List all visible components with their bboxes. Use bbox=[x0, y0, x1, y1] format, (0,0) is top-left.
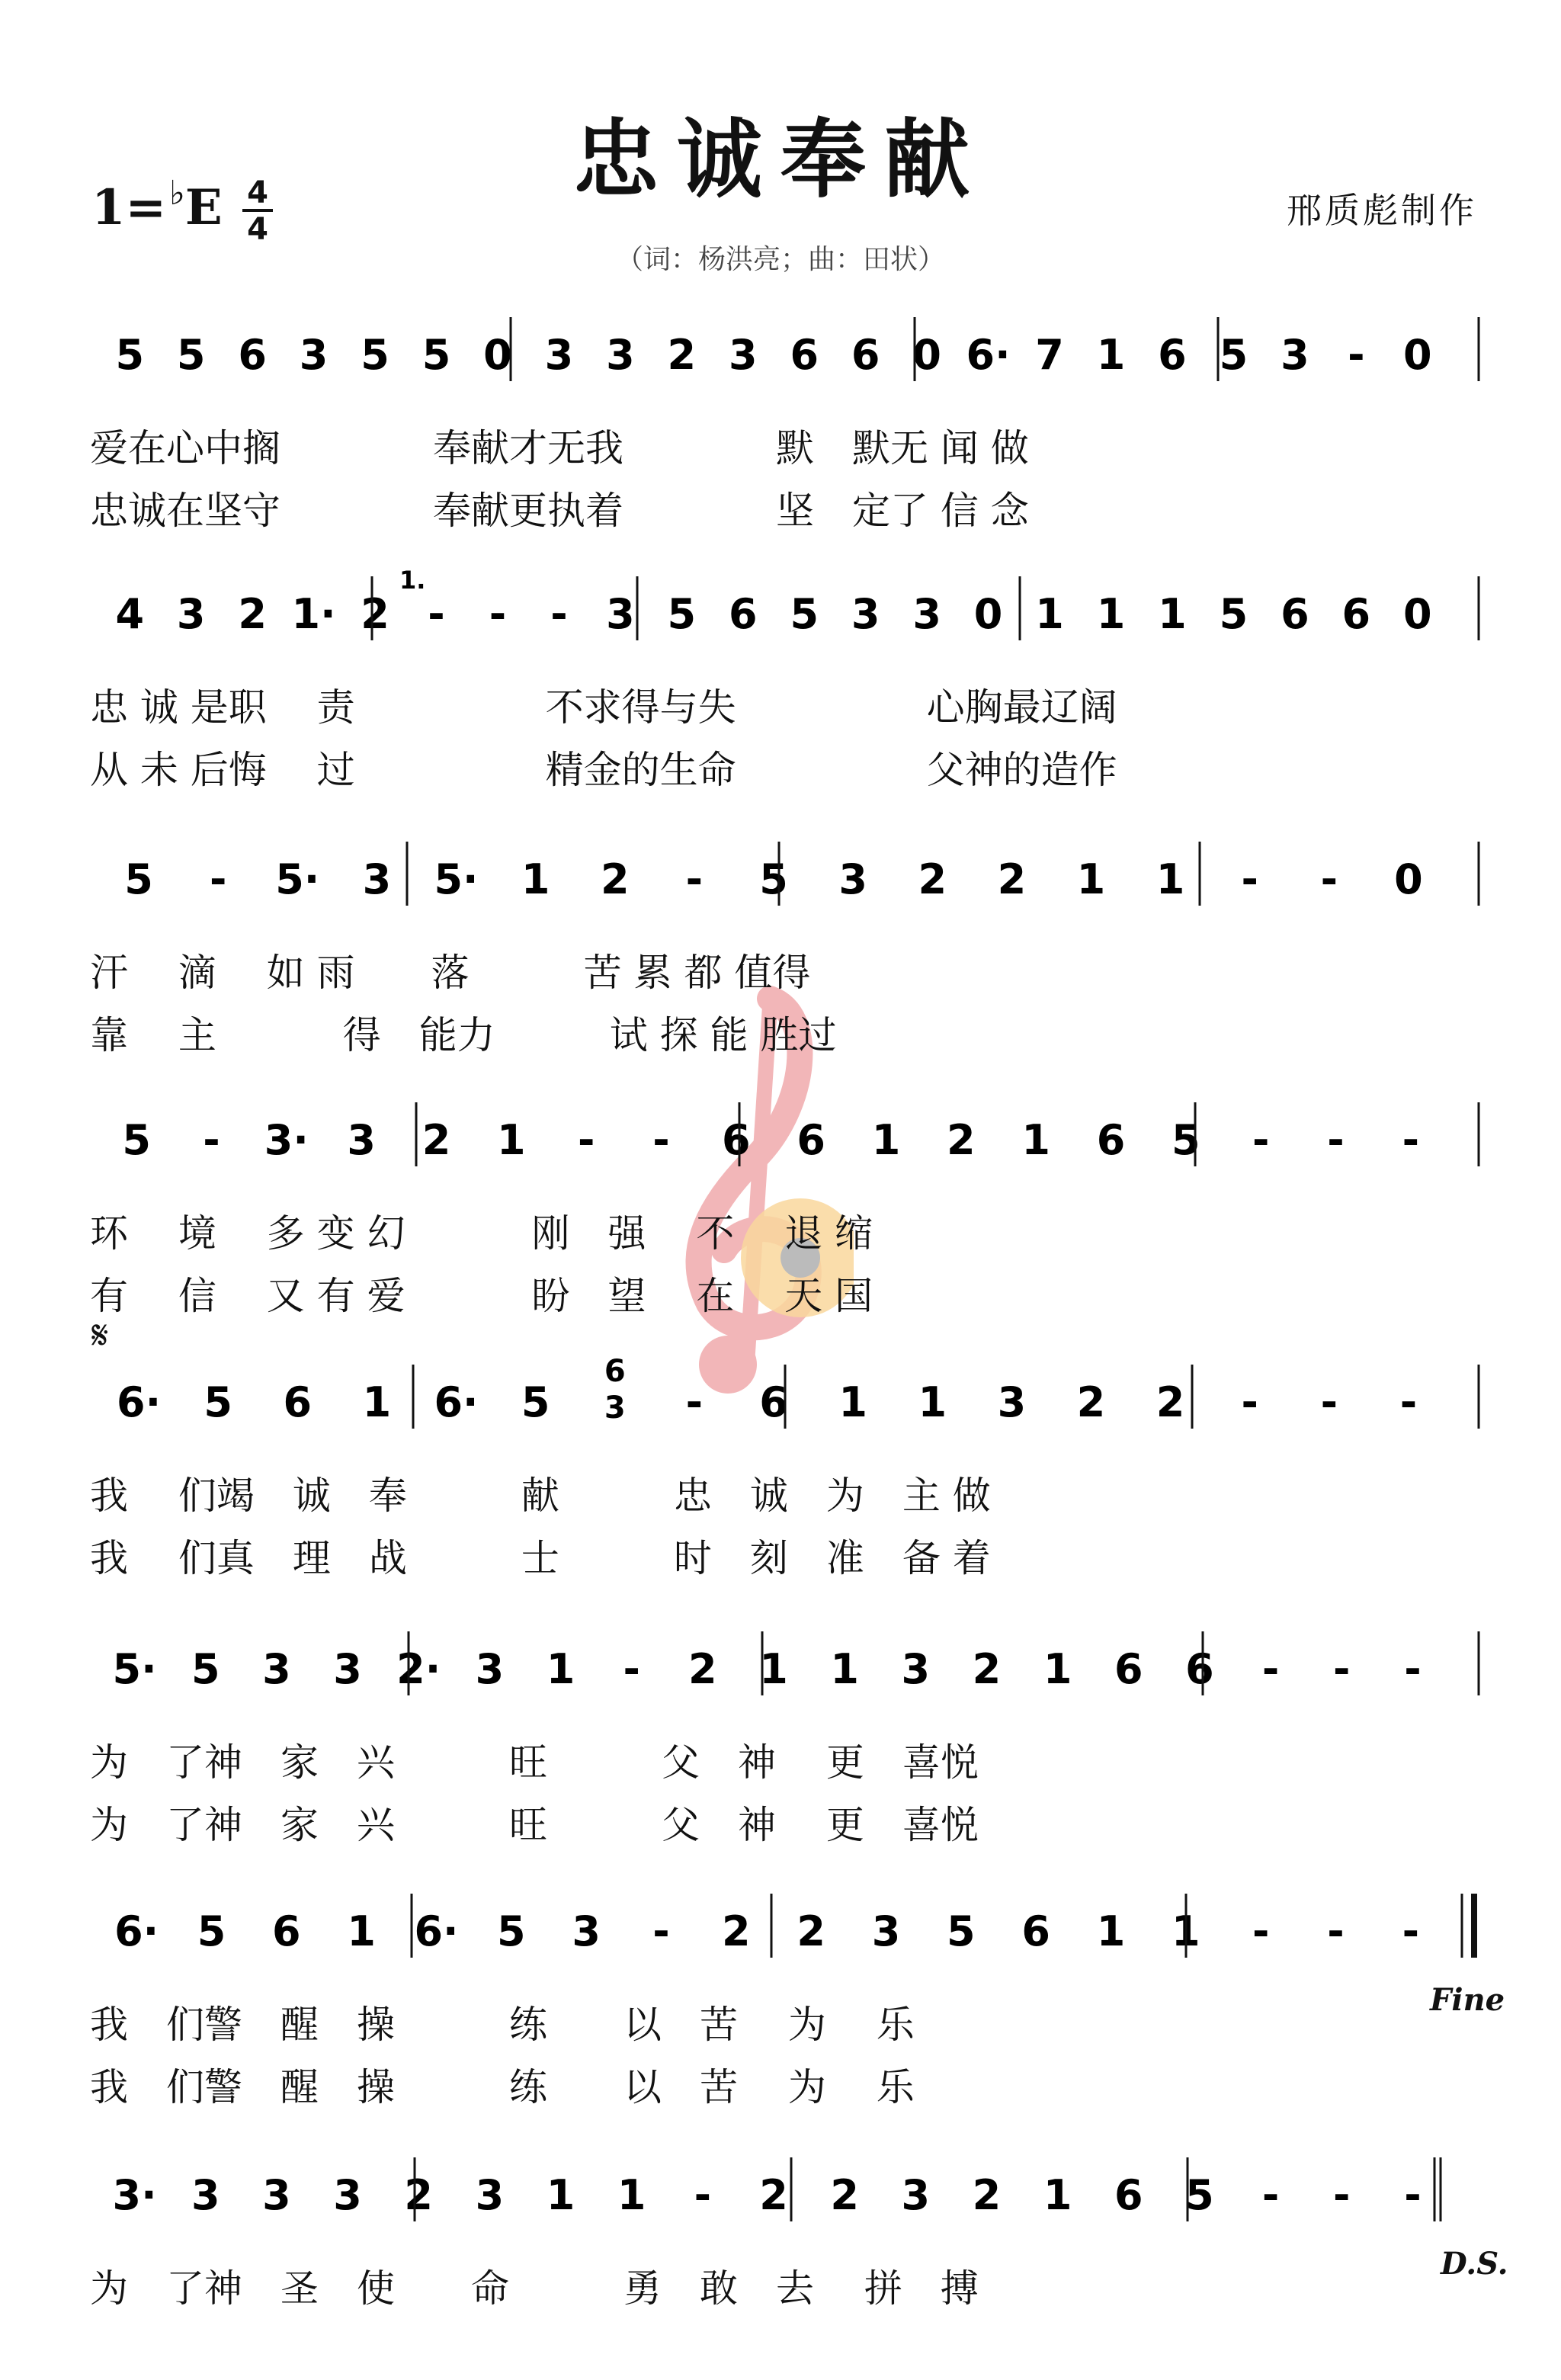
note: - bbox=[652, 1116, 670, 1164]
note: 1 bbox=[347, 1907, 376, 1955]
note: - bbox=[1261, 2171, 1280, 2219]
note: - bbox=[1320, 1378, 1338, 1426]
lyric-line: 为 了神 家 兴 旺 父 神 更 喜悦 bbox=[90, 1803, 979, 1847]
segno-sign: 𝄋 bbox=[91, 1313, 109, 1358]
note: 5· bbox=[275, 855, 320, 903]
note: - bbox=[1399, 1378, 1418, 1426]
note: 6 bbox=[1281, 590, 1309, 638]
lyric-line: 忠诚在坚守 奉献更执着 坚 定了 信 念 bbox=[90, 489, 1029, 533]
note: 6 bbox=[728, 590, 758, 638]
note: 1 bbox=[546, 1645, 575, 1693]
lyric-line: 爱在心中搁 奉献才无我 默 默无 闻 做 bbox=[90, 426, 1029, 470]
lyric-line: 环 境 多 变 幻 刚 强 不 退 缩 bbox=[90, 1211, 873, 1256]
note: 2 bbox=[1076, 1378, 1106, 1426]
note: 2 bbox=[238, 590, 267, 638]
note: 3 bbox=[333, 2171, 362, 2219]
note: - bbox=[1402, 1907, 1420, 1955]
note: - bbox=[1402, 1116, 1420, 1164]
note: 3 bbox=[299, 331, 329, 379]
note: - bbox=[1404, 1645, 1422, 1693]
note: - bbox=[1241, 855, 1258, 903]
note: 3 bbox=[604, 1390, 626, 1426]
ds-marker: D.S. bbox=[1441, 2246, 1508, 2282]
note: 5· bbox=[434, 855, 479, 903]
note: - bbox=[209, 855, 227, 903]
maker-credit: 邢质彪制作 bbox=[1287, 190, 1477, 231]
note: 2 bbox=[918, 855, 947, 903]
note: 5 bbox=[115, 331, 145, 379]
note: 3 bbox=[262, 2171, 291, 2219]
note: 2 bbox=[972, 2171, 1002, 2219]
note: 6 bbox=[1114, 1645, 1143, 1693]
note: 6 bbox=[238, 331, 267, 379]
note: 3 bbox=[901, 2171, 931, 2219]
note: 2 bbox=[361, 590, 389, 638]
note: 3 bbox=[347, 1116, 376, 1164]
note: 1 bbox=[1043, 1645, 1072, 1693]
note: 3 bbox=[871, 1907, 901, 1955]
note: 5 bbox=[422, 331, 451, 379]
note: 5 bbox=[790, 590, 819, 638]
note: 1 bbox=[1158, 590, 1187, 638]
note: 1 bbox=[759, 1645, 788, 1693]
note: 3 bbox=[262, 1645, 291, 1693]
lyric-line: 从 未 后悔 过 精金的生命 父神的造作 bbox=[90, 748, 1117, 792]
lyric-line: 我 们警 醒 操 练 以 苦 为 乐 bbox=[90, 2003, 915, 2047]
note: 1 bbox=[1156, 855, 1185, 903]
note: 3 bbox=[191, 2171, 220, 2219]
note: 1 bbox=[1096, 1907, 1126, 1955]
note: 5 bbox=[1172, 1116, 1200, 1164]
note: - bbox=[685, 855, 704, 903]
note: 6 bbox=[1158, 331, 1187, 379]
note: 5 bbox=[1185, 2171, 1214, 2219]
note: 1 bbox=[830, 1645, 859, 1693]
note: 3 bbox=[572, 1907, 601, 1955]
note: 5 bbox=[667, 590, 697, 638]
note: 6 bbox=[283, 1378, 313, 1426]
note: 3 bbox=[544, 331, 574, 379]
note: 1 bbox=[1043, 2171, 1072, 2219]
note: 0 bbox=[1394, 855, 1423, 903]
note: - bbox=[489, 590, 507, 638]
note: 1 bbox=[1035, 590, 1064, 638]
note: 2 bbox=[1156, 1378, 1185, 1426]
note: - bbox=[1252, 1116, 1270, 1164]
lyric-line: 我 们竭 诚 奉 献 忠 诚 为 主 做 bbox=[90, 1474, 991, 1518]
note: 3 bbox=[333, 1645, 362, 1693]
volta-mark: 1. bbox=[399, 566, 426, 595]
note: - bbox=[550, 590, 568, 638]
lyricist-composer-credits: （词：杨洪亮；曲：田状） bbox=[615, 244, 945, 275]
note: 6 bbox=[1114, 2171, 1143, 2219]
note: 2 bbox=[997, 855, 1027, 903]
note: - bbox=[577, 1116, 595, 1164]
note: 0 bbox=[912, 331, 941, 379]
note: 2 bbox=[722, 1907, 751, 1955]
note: 2 bbox=[404, 2171, 433, 2219]
note: 1 bbox=[838, 1378, 867, 1426]
lyric-line: 我 们警 醒 操 练 以 苦 为 乐 bbox=[90, 2065, 915, 2109]
note: 6 bbox=[790, 331, 819, 379]
note: 2· bbox=[396, 1645, 441, 1693]
note: 1 bbox=[1172, 1907, 1200, 1955]
note: 2 bbox=[797, 1907, 825, 1955]
note: 0 bbox=[973, 590, 1003, 638]
page-title: 忠诚奉献 bbox=[573, 110, 988, 210]
note: 1 bbox=[497, 1116, 526, 1164]
note: - bbox=[1241, 1378, 1258, 1426]
note: - bbox=[1252, 1907, 1270, 1955]
note: 6· bbox=[434, 1378, 479, 1426]
note: 3 bbox=[1281, 331, 1309, 379]
note: 2 bbox=[688, 1645, 717, 1693]
note: 3 bbox=[728, 331, 758, 379]
note: 1 bbox=[617, 2171, 646, 2219]
note: 2 bbox=[759, 2171, 788, 2219]
note: 3 bbox=[997, 1378, 1027, 1426]
fine-marker: Fine bbox=[1430, 1982, 1505, 2018]
note: 3· bbox=[264, 1116, 309, 1164]
note: 1 bbox=[871, 1116, 901, 1164]
note: - bbox=[1320, 855, 1338, 903]
note: 1· bbox=[291, 590, 336, 638]
note: 5· bbox=[112, 1645, 157, 1693]
note: 1 bbox=[362, 1378, 392, 1426]
note: 3 bbox=[912, 590, 941, 638]
note: 6· bbox=[114, 1907, 159, 1955]
note: 2 bbox=[972, 1645, 1002, 1693]
note: 3 bbox=[838, 855, 867, 903]
note: - bbox=[1333, 1645, 1351, 1693]
note: 1 bbox=[521, 855, 550, 903]
note: - bbox=[203, 1116, 220, 1164]
note: 3· bbox=[112, 2171, 157, 2219]
note: 2 bbox=[947, 1116, 976, 1164]
note: 5 bbox=[1219, 331, 1248, 379]
lyric-line: 汗 滴 如 雨 落 苦 累 都 值得 bbox=[90, 951, 811, 995]
lyric-line: 为 了神 圣 使 命 勇 敢 去 拼 搏 bbox=[90, 2266, 979, 2311]
key-signature: 1=♭E bbox=[91, 174, 223, 236]
note: - bbox=[1327, 1907, 1345, 1955]
note: 3 bbox=[362, 855, 392, 903]
note: 5 bbox=[497, 1907, 526, 1955]
note: 5 bbox=[1219, 590, 1248, 638]
note: 6· bbox=[117, 1378, 162, 1426]
note: 3 bbox=[901, 1645, 931, 1693]
note: - bbox=[694, 2171, 712, 2219]
note: 6 bbox=[1185, 1645, 1214, 1693]
time-signature-top: 4 bbox=[247, 175, 268, 210]
note: - bbox=[428, 590, 445, 638]
note: - bbox=[623, 1645, 640, 1693]
note: - bbox=[1348, 331, 1365, 379]
note: 6· bbox=[414, 1907, 459, 1955]
note: 1 bbox=[918, 1378, 947, 1426]
note: 3 bbox=[475, 1645, 505, 1693]
note: - bbox=[685, 1378, 704, 1426]
note: 5 bbox=[176, 331, 206, 379]
note: 5 bbox=[947, 1907, 976, 1955]
note: 3 bbox=[851, 590, 880, 638]
note: 3 bbox=[176, 590, 206, 638]
time-signature-bottom: 4 bbox=[247, 212, 268, 247]
lyric-line: 靠 主 得 能力 试 探 能 胜过 bbox=[90, 1013, 837, 1057]
note: 6 bbox=[851, 331, 880, 379]
note: 6 bbox=[759, 1378, 788, 1426]
note: 3 bbox=[606, 331, 635, 379]
note: 0 bbox=[1402, 331, 1432, 379]
note: 1 bbox=[1096, 590, 1126, 638]
note: 6 bbox=[604, 1354, 626, 1389]
note: 5 bbox=[124, 855, 153, 903]
note: 5 bbox=[759, 855, 788, 903]
note: - bbox=[652, 1907, 670, 1955]
note: 5 bbox=[191, 1645, 220, 1693]
note: 6 bbox=[1021, 1907, 1050, 1955]
note: 7 bbox=[1035, 331, 1064, 379]
note: 1 bbox=[1076, 855, 1106, 903]
note: - bbox=[1333, 2171, 1351, 2219]
note: 2 bbox=[600, 855, 630, 903]
note: 6 bbox=[722, 1116, 751, 1164]
note: 5 bbox=[122, 1116, 151, 1164]
note: 2 bbox=[667, 331, 697, 379]
note: 3 bbox=[475, 2171, 505, 2219]
note: 6· bbox=[966, 331, 1011, 379]
note: 6 bbox=[1096, 1116, 1126, 1164]
note: 5 bbox=[204, 1378, 232, 1426]
note: - bbox=[1327, 1116, 1345, 1164]
note: 1 bbox=[546, 2171, 575, 2219]
lyric-line: 有 信 又 有 爱 盼 望 在 天 国 bbox=[90, 1274, 873, 1318]
note: 0 bbox=[483, 331, 512, 379]
note: 0 bbox=[1402, 590, 1432, 638]
note: - bbox=[1261, 1645, 1280, 1693]
note: - bbox=[1404, 2171, 1422, 2219]
note: 5 bbox=[197, 1907, 226, 1955]
note: 2 bbox=[422, 1116, 451, 1164]
note: 5 bbox=[361, 331, 389, 379]
note: 5 bbox=[521, 1378, 550, 1426]
lyric-line: 忠 诚 是职 责 不求得与失 心胸最辽阔 bbox=[90, 685, 1117, 730]
lyric-line: 为 了神 家 兴 旺 父 神 更 喜悦 bbox=[90, 1740, 979, 1785]
note: 4 bbox=[115, 590, 145, 638]
note: 1 bbox=[1096, 331, 1126, 379]
note: 1 bbox=[1021, 1116, 1050, 1164]
note: 2 bbox=[830, 2171, 859, 2219]
note: 6 bbox=[797, 1116, 825, 1164]
note: 6 bbox=[272, 1907, 301, 1955]
lyric-line: 我 们真 理 战 士 时 刻 准 备 着 bbox=[90, 1536, 991, 1580]
note: 6 bbox=[1341, 590, 1371, 638]
note: 3 bbox=[606, 590, 635, 638]
